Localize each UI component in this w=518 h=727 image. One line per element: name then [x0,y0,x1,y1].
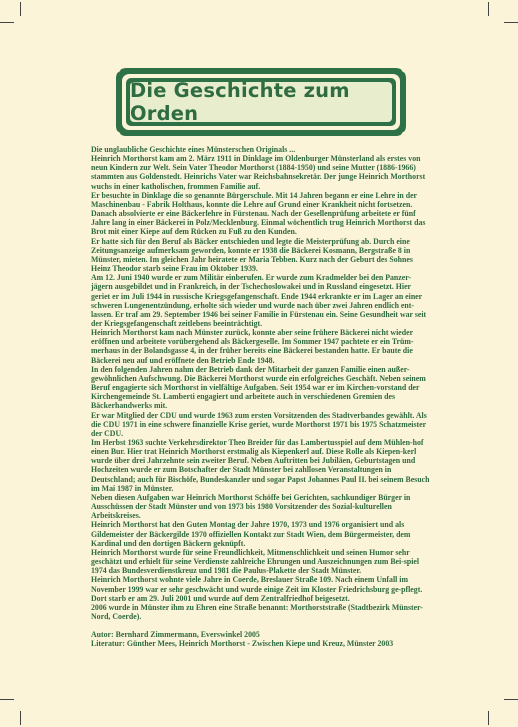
plaque-corner [111,131,121,141]
paragraph: Er war Mitglied der CDU und wurde 1963 zum ersten Vorsitzenden des Stadtverbandes gewählt. Als die CDU 1971 in eine schwere finanzielle Krise geriet, wurde Morthorst 1971 bis 1975 Schatzmeister der CDU. [91,410,427,438]
title-plaque [116,68,406,136]
crop-mark [20,711,21,725]
author-line: Autor: Bernhard Zimmermann, Everswinkel 2005 [91,630,260,640]
paragraph: Im Herbst 1963 suchte Verkehrsdirektor Theo Breider für das Lambertusspiel auf dem Mühlen-hof einen Bur. Hier trat Heinrich Morthorst erstmalig als Kiepenkerl auf. Diese Rolle als Kiepen-kerl wurde über drei Jahrzehnte sein zweiter Beruf. Neben Auftritten bei Jubiläen, Geburtstagen und Hochzeiten wurde er zum Botschafter der Stadt Münster bei zahllosen Veranstaltungen in Deutschland; auch für Bischöfe, Bundeskanzler und sogar Papst Johannes Paul II. bei seinem Besuch im Mai 1987 in Münster. [91,438,430,493]
paragraph: Er besuchte in Dinklage die so genannte Bürgerschule. Mit 14 Jahren begann er eine Lehre in der Maschinenbau - Fabrik Holthaus, konnte die Lehre auf Grund einer Krankheit nicht fortsetzen. Danach absolvierte er eine Bäckerlehre in Fürstenau. Nach der Gesellenprüfung arbeitete er fünf Jahre lang in einer Bäckerei in Polz/Mecklenburg. Einmal wöchentlich trug Heinrich Morthorst das Brot mit einer Kiepe auf dem Rücken zu Fuß zu den Kunden. [91,190,426,237]
paragraph: Heinrich Morthorst kam am 2. März 1911 in Dinklage im Oldenburger Münsterland als erstes von neun Kindern zur Welt. Sein Vater Theodor Morthorst (1884-1950) und seine Mutter (1886-1966) stammten aus Goldenstedt. Heinrichs Vater war Reichsbahnsekretär. Der junge Heinrich Morthorst wuchs in einer katholischen, frommen Familie auf. [91,154,426,191]
crop-mark [0,22,14,23]
crop-mark [20,2,21,16]
paragraph: Heinrich Morthorst wurde für seine Freundlichkeit, Mitmenschlichkeit und seinen Humor sehr geschätzt und erhielt für seine Verdienste zahlreiche Ehrungen und Auszeichnungen zum Bei-spiel 1974 das Bundesverdienstkreuz und 1981 die Paulus-Plakette der Stadt Münster. [91,547,420,576]
paragraph: 2006 wurde in Münster ihm zu Ehren eine Straße benannt: Morthorststraße (Stadtbezirk Münster- Nord, Coerde). [91,602,423,621]
plaque-corner [111,63,121,73]
plaque-face [130,79,392,125]
plaque-frame [126,78,396,126]
spacer [91,621,431,630]
paragraph: Heinrich Morthorst wohnte viele Jahre in Coerde, Breslauer Straße 109. Nach einem Unfall im November 1999 war er sehr geschwächt und wurde einige Zeit im Kloster Friedrichsburg ge-pflegt. Dort starb er am 29. Juli 2001 und wurde auf dem Zentralfriedhof beigesetzt. [91,575,423,603]
page-title: Die Geschichte zum Orden [130,79,350,125]
paragraph: Die unglaubliche Geschichte eines Münsterschen Originals ... [91,145,296,154]
paragraph: Heinrich Morthorst kam nach Münster zurück, konnte aber seine frühere Bäckerei nicht wieder eröffnen und arbeitete vorübergehend als Bäckergeselle. Im Sommer 1947 pachtete er ein Trüm-merhaus in der Bolandsgasse 4, in der früher bereits eine Bäckerei bestanden hatte. Er baute die Bäckerei neu auf und eröffnete den Betrieb Ende 1948. [91,328,414,365]
literature-line: Literatur: Günther Mees, Heinrich Morthorst - Zwischen Kiepe und Kreuz, Münster 2003 [91,639,394,649]
paragraph: Neben diesen Aufgaben war Heinrich Morthorst Schöffe bei Gerichten, sachkundiger Bürger in Ausschüssen der Stadt Münster und von 1973 bis 1980 Vorsitzender des Sozial-kulturellen Arbeitskreises. [91,492,411,521]
plaque-corner [401,63,411,73]
paragraph: Er hatte sich für den Beruf als Bäcker entschieden und legte die Meisterprüfung ab. Durch eine Zeitungsanzeige aufmerksam geworden, konnte er 1938 die Bäckerei Kosmann, Bergstraße 8 in Münster, mieten. Im gleichen Jahr heiratete er Maria Tebben. Kurz nach der Geburt des Sohnes Heinz Theodor starb seine Frau im Oktober 1939. [91,236,413,274]
paragraph: Am 12. Juni 1940 wurde er zum Militär einberufen. Er wurde zum Kradmelder bei den Panzer-jägern ausgebildet und in Frankreich, in der Tschechoslowakei und in Russland eingesetzt. Hier geriet er im Juli 1944 in russische Kriegsgefangenschaft. Ende 1944 erkrankte er im Lager an einer schweren Lungenentzündung, erholte sich wieder und wurde nach über zwei Jahren endlich ent-lassen. Er traf am 29. September 1946 bei seiner Familie in Fürstenau ein. Seine Gesundheit war seit der Kriegsgefangenschaft zeitlebens beeinträchtigt. [91,273,427,328]
plaque-corner [401,131,411,141]
crop-mark [488,711,489,725]
plaque-border [122,74,400,130]
crop-mark [0,699,14,700]
crop-mark [488,2,489,16]
crop-mark [504,22,518,23]
article-body [91,145,431,648]
paragraph: In den folgenden Jahren nahm der Betrieb dank der Mitarbeit der ganzen Familie einen außer-gewöhnlichen Aufschwung. Die Bäckerei Morthorst wurde ein erfolgreiches Geschäft. Neben seinem Beruf engagierte sich Morthorst in vielfältige Aufgaben. Seit 1954 war er im Kirchen-vorstand der Kirchengemeinde St. Lamberti engagiert und arbeitete auch in verschiedenen Gremien des Bäckerhandwerks mit. [91,364,426,411]
crop-mark [504,699,518,700]
paragraph: Heinrich Morthorst hat den Guten Montag der Jahre 1970, 1973 und 1976 organisiert und als Gildemeister der Bäckergilde 1970 offiziellen Kontakt zur Stadt Wien, dem Bürgermeister, dem Kardinal und den dortigen Bäckern geknüpft. [91,520,411,548]
